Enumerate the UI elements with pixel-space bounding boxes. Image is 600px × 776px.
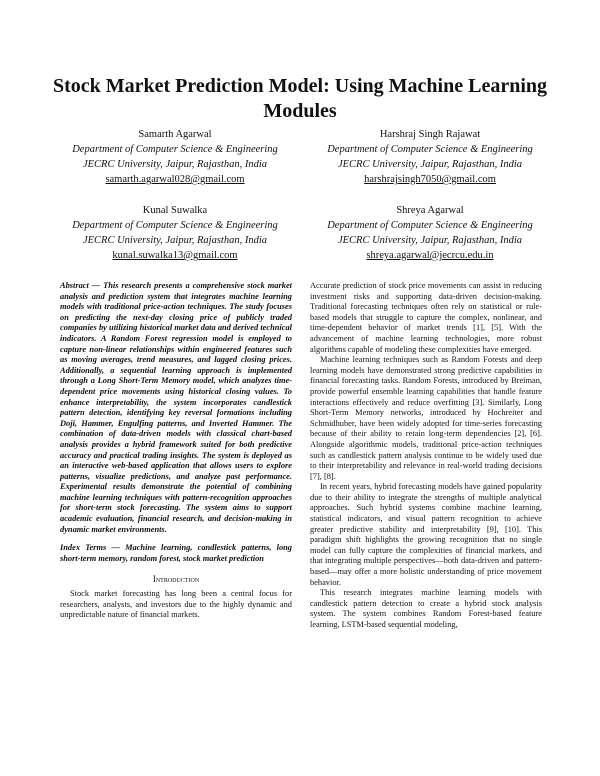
index-terms: Index Terms — Machine learning, candlestick patterns, long short-term memory, random forest, stock market prediction xyxy=(60,543,292,563)
author-block xyxy=(50,203,300,263)
left-column xyxy=(60,281,292,621)
author-university: JECRC University, Jaipur, Rajasthan, India xyxy=(82,235,268,246)
abstract: Abstract — This research presents a comprehensive stock market analysis and prediction system that integrates machine learning models with traditional price-action techniques. The study focuses on predicting the next-day closing price of publicly traded companies by utilizing historical market data and derived technical indicators. A Random Forest regression model is employed to capture non-linear relationships within engineered features such as moving averages, trend measures, and lagged closing prices. Additionally, a sequential learning approach is implemented through a Long Short-Term Memory model, which analyzes time-dependent price movements using historical closing values. To enhance interpretability, the system incorporates candlestick pattern detection, identifying key reversal formations including Doji, Hammer, Engulfing patterns, and Inverted Hammer. The combination of data-driven models with classical chart-based analysis provides a hybrid framework suited for both predictive accuracy and practical trading insights. The system is deployed as an interactive web-based application that allows users to explore patterns, visualize predictions, and analyze past performance. Experimental results demonstrate the potential of combining machine learning techniques with pattern-recognition approaches for short-term stock forecasting. The system aims to support academic evaluation, financial research, and decision-making in dynamic market environments. xyxy=(60,281,292,534)
author-name: Harshraj Singh Rajawat xyxy=(379,129,481,140)
author-name: Samarth Agarwal xyxy=(138,129,212,140)
author-department: Department of Computer Science & Engineering xyxy=(72,144,278,155)
intro-paragraph: Stock market forecasting has long been a central focus for researchers, analysts, and investors due to the highly dynamic and unpredictable nature of financial markets. xyxy=(60,589,292,620)
author-name: Shreya Agarwal xyxy=(396,205,464,216)
author-email-link[interactable]: shreya.agarwal@jecrcu.edu.in xyxy=(366,250,494,261)
author-email-link[interactable]: harshrajsingh7050@gmail.com xyxy=(364,174,496,185)
author-block xyxy=(300,203,560,263)
author-department: Department of Computer Science & Engineering xyxy=(327,220,533,231)
author-email-link[interactable]: samarth.agarwal028@gmail.com xyxy=(105,174,245,185)
author-university: JECRC University, Jaipur, Rajasthan, India xyxy=(337,235,523,246)
body-paragraph: Accurate prediction of stock price movements can assist in reducing investment risks and supporting data-driven decision-making. Traditional forecasting techniques often rely on statistical or rule-based models that struggle to capture the complex, nonlinear, and time-dependent behavior of market trends [1], [5]. With the advancement of machine learning technologies, more robust algorithms capable of modeling these complexities have emerged. xyxy=(310,281,542,354)
body-paragraph: In recent years, hybrid forecasting models have gained popularity due to their ability to integrate the strengths of multiple analytical approaches. Such hybrid systems combine machine learning, statistical indicators, and visual pattern recognition to achieve greater predictive stability and interpretability [9], [10]. This paradigm shift highlights the growing recognition that no single model can fully capture the complexities of financial markets, and that integrating multiple perspectives—both data-driven and pattern-based—may offer a more holistic understanding of price movement behavior. xyxy=(310,482,542,587)
paper-title: Stock Market Prediction Model: Using Machine Learning Modules xyxy=(52,75,548,122)
section-heading-introduction: Introduction xyxy=(152,574,200,585)
author-department: Department of Computer Science & Engineering xyxy=(327,144,533,155)
author-block xyxy=(50,127,300,187)
author-university: JECRC University, Jaipur, Rajasthan, India xyxy=(82,159,268,170)
author-email-link[interactable]: kunal.suwalka13@gmail.com xyxy=(112,250,238,261)
author-name: Kunal Suwalka xyxy=(142,205,208,216)
author-department: Department of Computer Science & Engineering xyxy=(72,220,278,231)
right-column xyxy=(310,281,542,631)
body-paragraph: Machine learning techniques such as Random Forests and deep learning models have demonstrated strong predictive capabilities in financial forecasting tasks. Random Forests, introduced by Breiman, provide powerful ensemble learning capabilities that handle feature interactions effectively and reduce overfitting [3]. Similarly, Long Short-Term Memory networks, introduced by Hochreiter and Schmidhuber, have been widely adopted for time-series forecasting because of their ability to retain long-term dependencies [2], [6]. Alongside algorithmic models, traditional price-action techniques such as candlestick pattern analysis continue to be widely used due to their interpretability and relevance in real-world trading decisions [7], [8]. xyxy=(310,355,542,481)
body-paragraph: This research integrates machine learning models with candlestick pattern detection to create a hybrid stock analysis system. The system combines Random Forest-based feature learning, LSTM-based sequential modeling, xyxy=(310,588,542,629)
author-university: JECRC University, Jaipur, Rajasthan, India xyxy=(337,159,523,170)
author-block xyxy=(300,127,560,187)
